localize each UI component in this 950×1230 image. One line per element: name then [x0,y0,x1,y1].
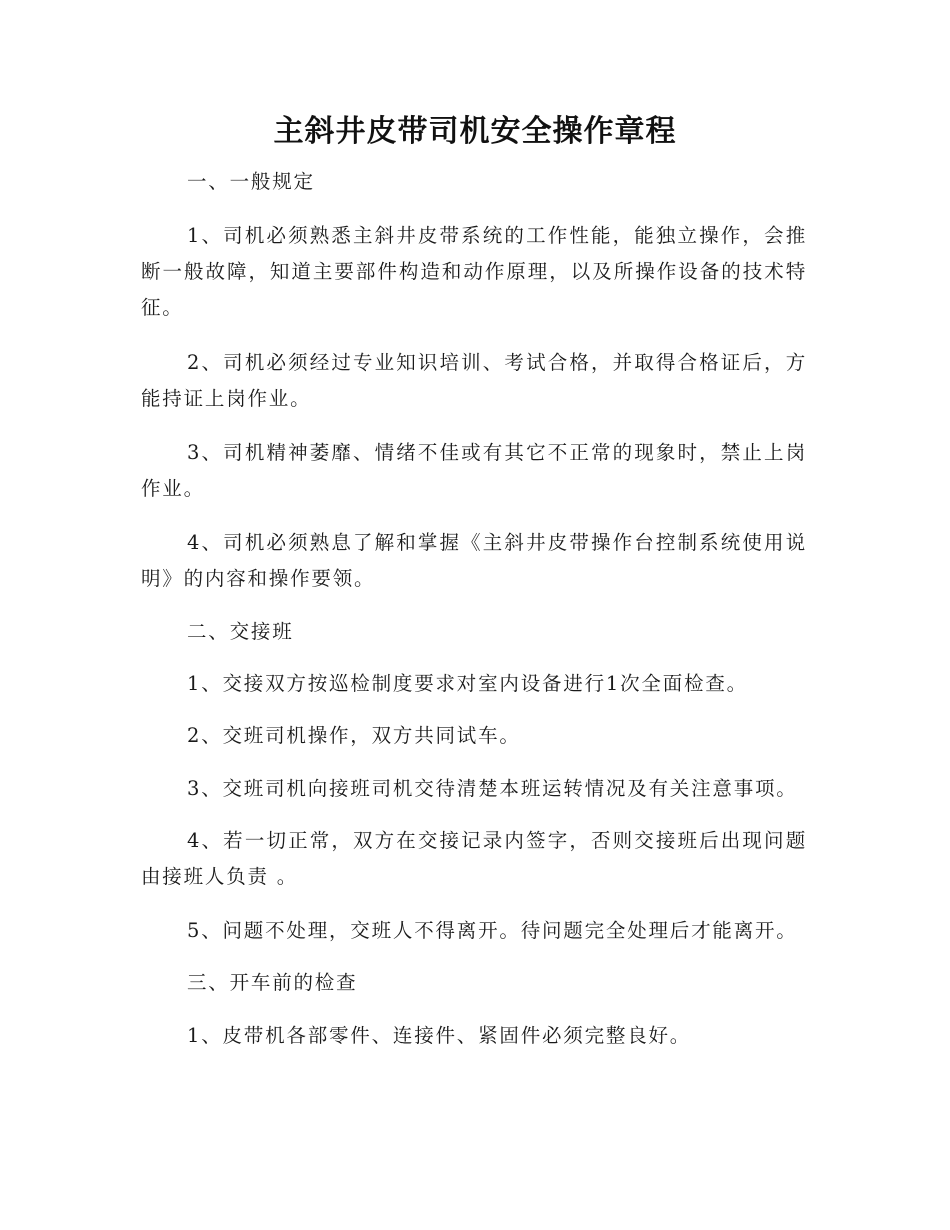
paragraph-handover-4: 4、若一切正常，双方在交接记录内签字，否则交接班后出现问题由接班人负责 。 [141,829,807,888]
section-heading-handover: 二、交接班 [187,620,294,643]
paragraph-handover-3: 3、交班司机向接班司机交待清楚本班运转情况及有关注意事项。 [187,777,798,800]
paragraph-general-1: 1、司机必须熟悉主斜井皮带系统的工作性能，能独立操作，会推断一般故障，知道主要部件构造和动作原理，以及所操作设备的技术特征。 [141,224,807,319]
section-heading-precheck: 三、开车前的检查 [187,971,358,994]
paragraph-precheck-1: 1、皮带机各部零件、连接件、紧固件必须完整良好。 [187,1024,692,1047]
document-title: 主斜井皮带司机安全操作章程 [273,114,677,149]
section-heading-general: 一、一般规定 [187,170,315,193]
paragraph-general-2: 2、司机必须经过专业知识培训、考试合格，并取得合格证后，方能持证上岗作业。 [141,351,807,410]
paragraph-general-4: 4、司机必须熟息了解和掌握《主斜井皮带操作台控制系统使用说明》的内容和操作要领。 [141,531,807,590]
paragraph-general-3: 3、司机精神萎靡、情绪不佳或有其它不正常的现象时，禁止上岗作业。 [141,441,807,500]
paragraph-handover-1: 1、交接双方按巡检制度要求对室内设备进行1次全面检查。 [187,672,748,695]
paragraph-handover-5: 5、问题不处理，交班人不得离开。待问题完全处理后才能离开。 [187,919,798,942]
paragraph-handover-2: 2、交班司机操作，双方共同试车。 [187,724,521,747]
